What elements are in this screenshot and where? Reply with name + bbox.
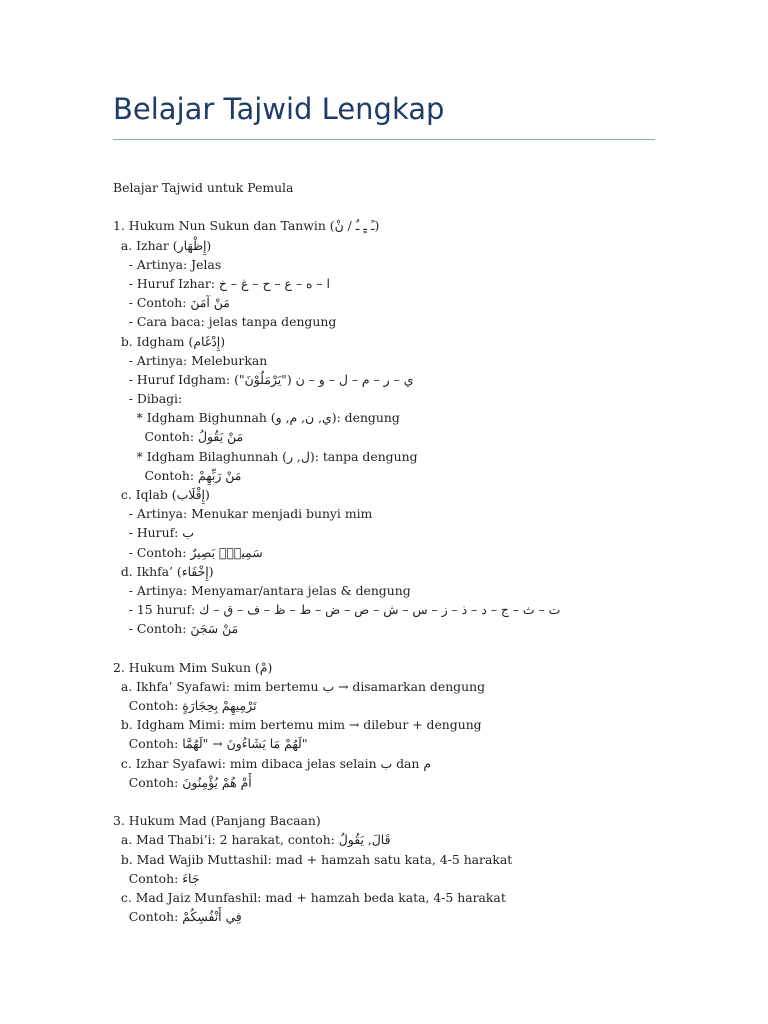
text-line: c. Mad Jaiz Munfashil: mad + hamzah beda kata, 4-5 harakat	[113, 889, 506, 905]
text-line: - Contoh: مَنْ آمَنَ	[113, 295, 230, 311]
text-line: Contoh: فِي أَنْفُسِكُمْ	[113, 909, 242, 925]
text-line: * Idgham Bighunnah (ي, ن, م, و): dengung	[113, 410, 400, 426]
text-line: - Artinya: Menyamar/antara jelas & dengung	[113, 582, 411, 598]
blank-line	[113, 197, 658, 216]
text-line: - Cara baca: jelas tanpa dengung	[113, 314, 337, 330]
text-line: Contoh: جَاءَ	[113, 870, 200, 886]
text-line: b. Idgham Mimi: mim bertemu mim → dilebur + dengung	[113, 717, 482, 733]
document-body	[113, 178, 658, 926]
text-line: a. Mad Thabi’i: 2 harakat, contoh: قَالَ, يَقُولُ	[113, 832, 391, 848]
text-line: c. Iqlab (إِقْلَاب)	[113, 487, 210, 502]
text-line: - Contoh: سَمِيعٌۢ بَصِيرٌ	[113, 544, 263, 560]
text-line: - Artinya: Menukar menjadi bunyi mim	[113, 506, 373, 522]
text-line: 3. Hukum Mad (Panjang Bacaan)	[113, 813, 321, 829]
document-title: Belajar Tajwid Lengkap	[113, 92, 445, 126]
text-line: b. Mad Wajib Muttashil: mad + hamzah satu kata, 4-5 harakat	[113, 851, 513, 867]
text-line: - Artinya: Meleburkan	[113, 352, 268, 368]
text-line: * Idgham Bilaghunnah (ل, ر): tanpa dengung	[113, 448, 418, 464]
text-line: a. Izhar (إِظْهَار)	[113, 237, 212, 253]
text-line: - Contoh: مَنْ سَجَنَ	[113, 621, 239, 637]
text-line: - Dibagi:	[113, 391, 183, 407]
blank-line	[113, 639, 658, 658]
text-line: Contoh: مَنْ يَقُولُ	[113, 429, 244, 445]
text-line: Contoh: تَرْمِيهِمْ بِحِجَارَةٍ	[113, 698, 257, 714]
text-line: - Huruf Idgham: ي – ر – م – ل – و – ن ("يَرْمَلُوْنَ")	[113, 371, 414, 387]
title-divider	[113, 139, 655, 140]
text-line: a. Ikhfa’ Syafawi: mim bertemu ب → disamarkan dengung	[113, 678, 485, 694]
text-line: - Artinya: Jelas	[113, 256, 222, 272]
text-line: - Huruf: ب	[113, 525, 194, 541]
text-line: Belajar Tajwid untuk Pemula	[113, 180, 294, 195]
text-line: Contoh: أَمْ هُمْ يُؤْمِنُونَ	[113, 774, 252, 790]
text-line: - 15 huruf: ت – ث – ج – د – ذ – ز – س – ش – ص – ض – ط – ظ – ف – ق – ك	[113, 602, 561, 618]
text-line: d. Ikhfa’ (إِخْفَاء)	[113, 563, 214, 579]
text-line: Contoh: مَنْ رَبِّهِمْ	[113, 467, 242, 483]
text-line: 1. Hukum Nun Sukun dan Tanwin (ـً ـٍ ـٌ / نْ)	[113, 218, 380, 234]
text-line: Contoh: لَهُمْ مَا يَشَاءُونَ → "لَهُمَّا"	[113, 736, 308, 752]
text-line: - Huruf Izhar: ا – ه – ع – ح – غ – خ	[113, 275, 331, 291]
text-line: 2. Hukum Mim Sukun (مْ)	[113, 659, 273, 675]
text-line: b. Idgham (إِدْغَام)	[113, 333, 226, 349]
text-line: c. Izhar Syafawi: mim dibaca jelas selain ب dan م	[113, 755, 432, 771]
blank-line	[113, 792, 658, 811]
